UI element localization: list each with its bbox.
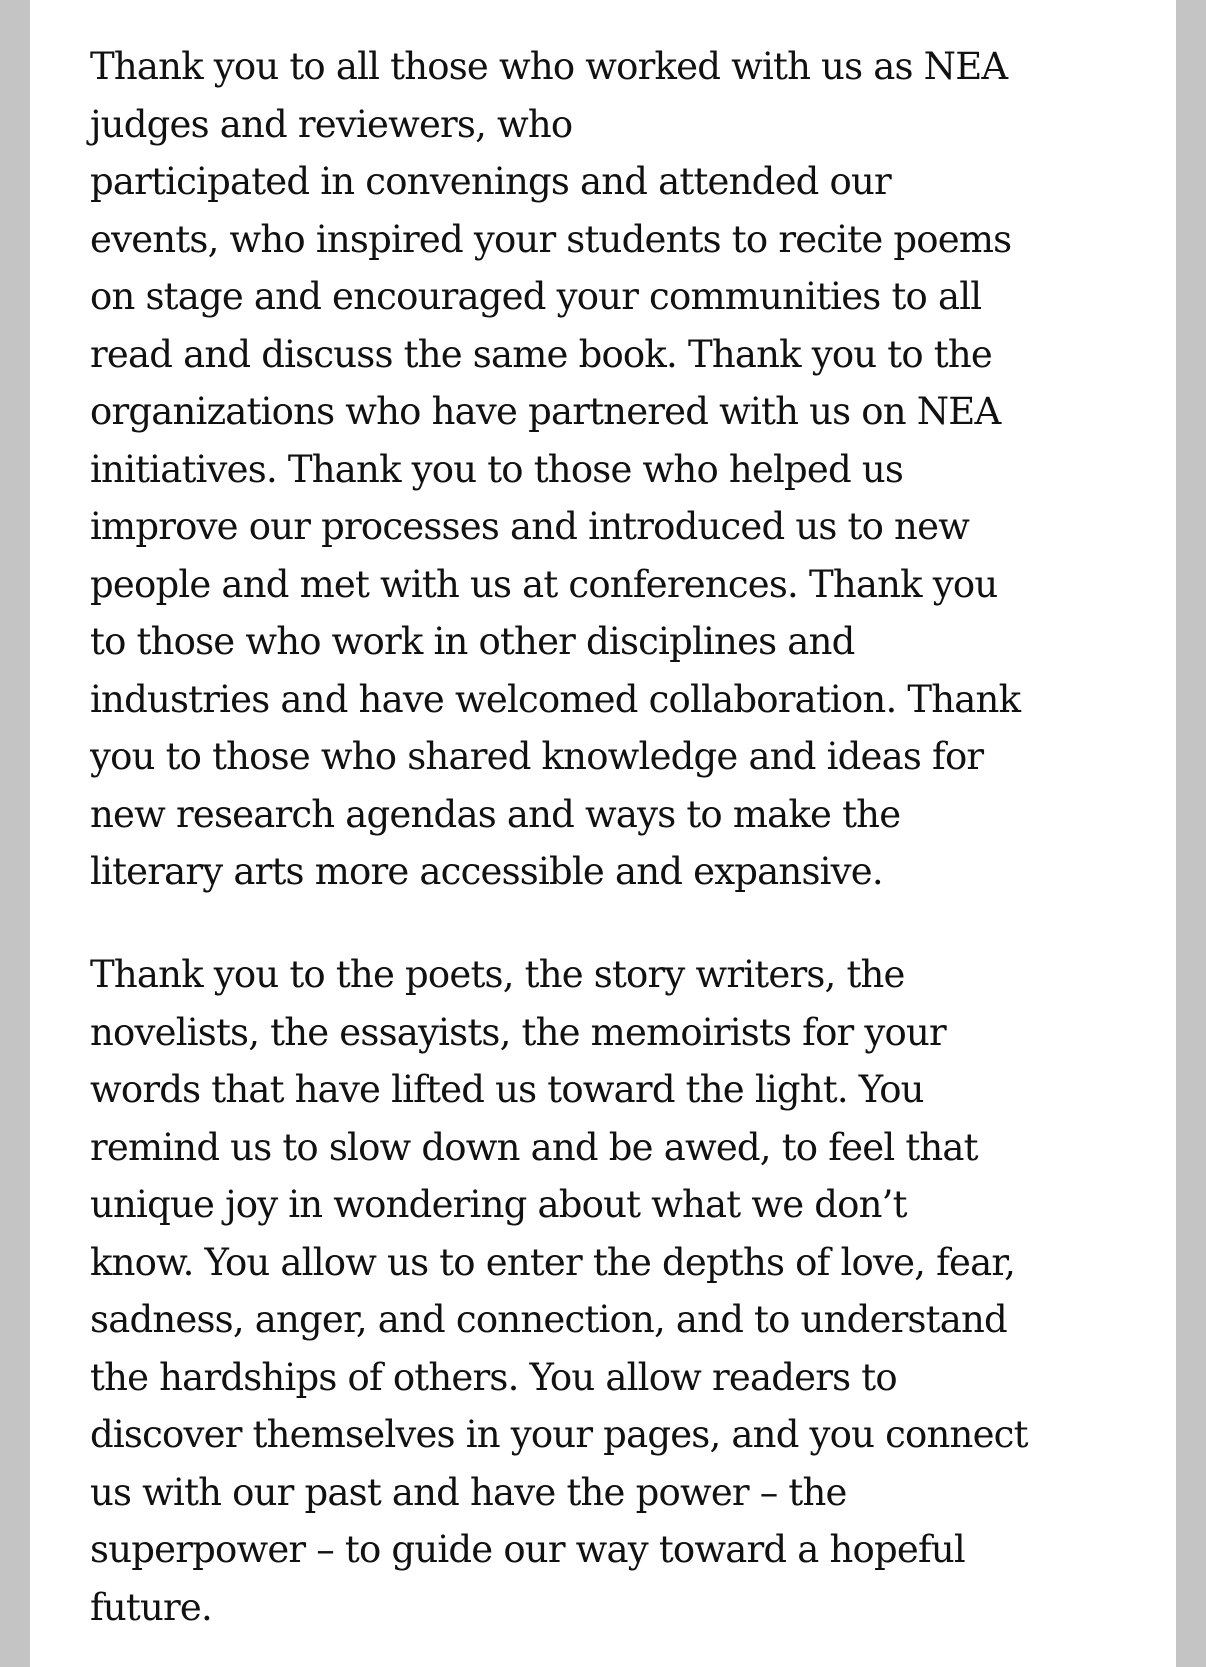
text-line: remind us to slow down and be awed, to feel that <box>90 1125 978 1169</box>
text-line: initiatives. Thank you to those who helped us <box>90 447 904 491</box>
text-line: improve our processes and introduced us to new <box>90 505 970 548</box>
text-line: superpower – to guide our way toward a hopeful <box>90 1528 965 1571</box>
text-line: words that have lifted us toward the light. You <box>90 1068 924 1111</box>
text-line: on stage and encouraged your communities to all <box>90 275 982 318</box>
paragraph-acknowledgements <box>90 38 1020 901</box>
text-line: discover themselves in your pages, and you connect <box>90 1413 1028 1456</box>
text-line: literary arts more accessible and expansive. <box>90 850 883 893</box>
text-line: organizations who have partnered with us on NEA <box>90 390 1001 433</box>
paragraph-writers-thanks <box>90 946 1028 1636</box>
text-line: us with our past and have the power – the <box>90 1470 847 1514</box>
text-line: read and discuss the same book. Thank you to the <box>90 332 992 376</box>
text-line: to those who work in other disciplines and <box>90 620 855 663</box>
text-line: the hardships of others. You allow readers to <box>90 1355 897 1399</box>
text-line: know. You allow us to enter the depths of love, fear, <box>90 1240 1016 1284</box>
document-page <box>30 0 1176 1667</box>
text-line: judges and reviewers, who <box>90 102 573 146</box>
text-line: unique joy in wondering about what we don’t <box>90 1183 907 1226</box>
text-line: you to those who shared knowledge and ideas for <box>90 735 984 778</box>
text-line: events, who inspired your students to recite poems <box>90 217 1012 261</box>
text-line: new research agendas and ways to make the <box>90 792 901 836</box>
text-line: Thank you to the poets, the story writers, the <box>90 953 905 996</box>
text-line: novelists, the essayists, the memoirists for your <box>90 1010 946 1054</box>
text-line: people and met with us at conferences. Thank you <box>90 562 998 606</box>
text-line: sadness, anger, and connection, and to understand <box>90 1298 1007 1341</box>
text-line: industries and have welcomed collaboration. Thank <box>90 677 1021 721</box>
text-line: participated in convenings and attended our <box>90 160 891 203</box>
text-line: Thank you to all those who worked with us as NEA <box>90 45 1008 88</box>
text-line: future. <box>90 1585 212 1629</box>
